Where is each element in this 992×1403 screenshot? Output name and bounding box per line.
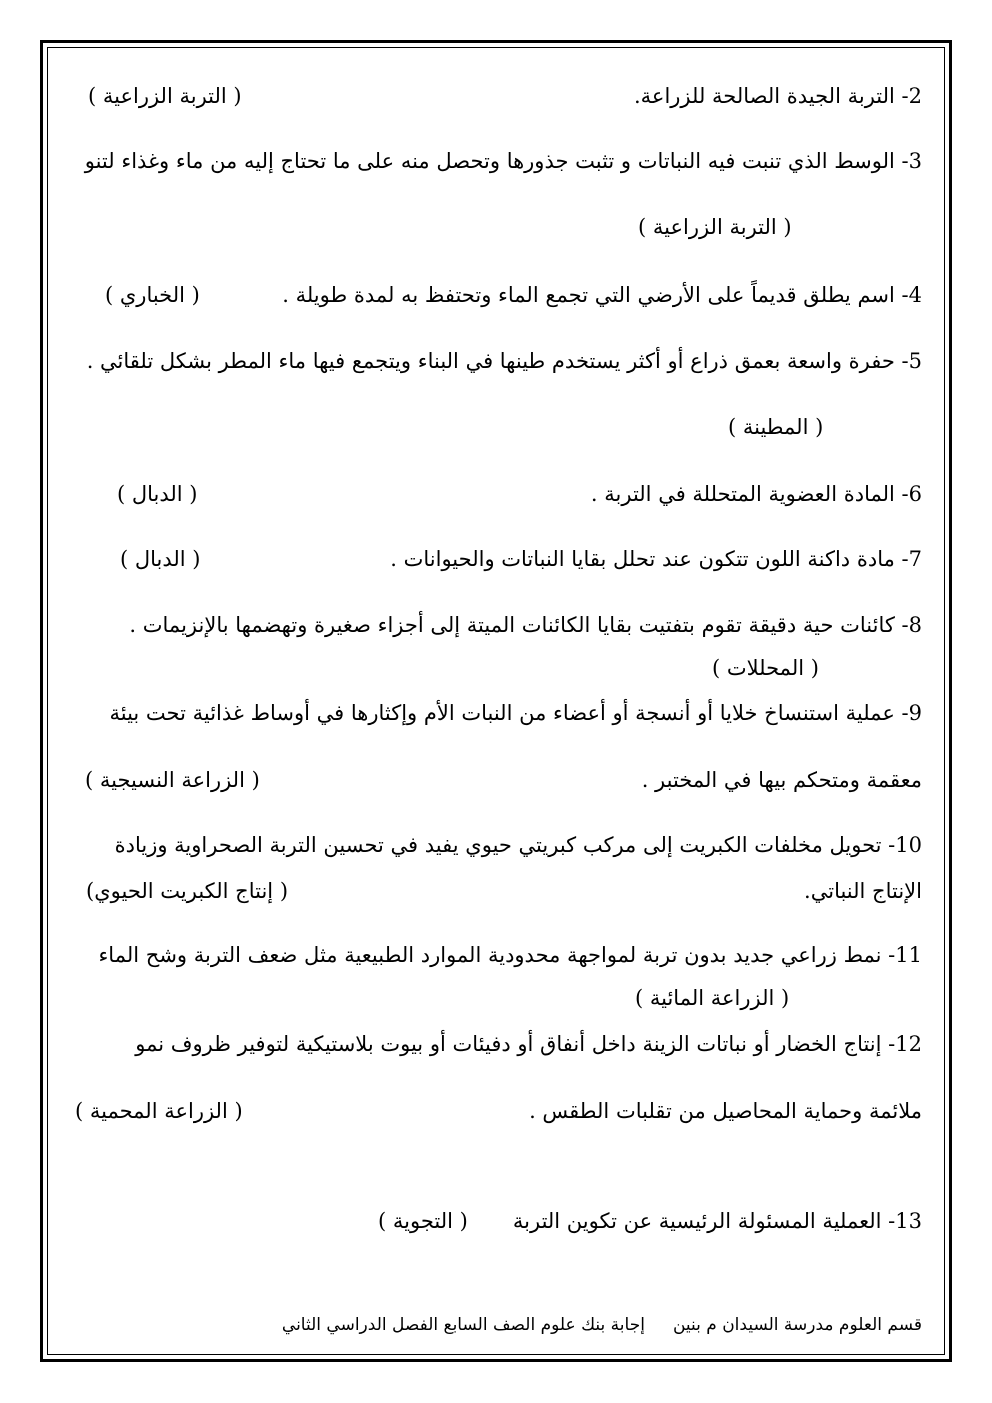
answer-13: ( التجوية ) — [378, 1209, 468, 1233]
footer-title: إجابة بنك علوم الصف السابع الفصل الدراسي الثاني — [281, 1315, 645, 1335]
answer-2: ( التربة الزراعية ) — [88, 84, 242, 108]
answer-4: ( الخباري ) — [105, 283, 200, 307]
question-2: 2- التربة الجيدة الصالحة للزراعة. — [633, 84, 922, 108]
question-12-cont: ملائمة وحماية المحاصيل من تقلبات الطقس . — [529, 1099, 922, 1123]
question-5: 5- حفرة واسعة بعمق ذراع أو أكثر يستخدم طينها في البناء ويتجمع فيها ماء المطر بشكل تلقائي . — [86, 349, 922, 373]
question-10-cont: الإنتاج النباتي. — [804, 879, 922, 903]
answer-3: ( التربة الزراعية ) — [638, 215, 792, 239]
question-4: 4- اسم يطلق قديماً على الأرضي التي تجمع الماء وتحتفظ به لمدة طويلة . — [282, 283, 922, 307]
answer-6: ( الدبال ) — [117, 482, 198, 506]
question-13: 13- العملية المسئولة الرئيسية عن تكوين التربة — [512, 1209, 922, 1233]
question-7: 7- مادة داكنة اللون تتكون عند تحلل بقايا النباتات والحيوانات . — [390, 547, 922, 571]
answer-10: ( إنتاج الكبريت الحيوي) — [86, 879, 289, 903]
answer-8: ( المحللات ) — [712, 656, 819, 680]
question-8: 8- كائنات حية دقيقة تقوم بتفتيت بقايا الكائنات الميتة إلى أجزاء صغيرة وتهضمها بالإنزيمات . — [129, 613, 922, 637]
question-12: 12- إنتاج الخضار أو نباتات الزينة داخل أنفاق أو دفيئات أو بيوت بلاستيكية لتوفير ظروف نمو — [135, 1032, 922, 1056]
question-9: 9- عملية استنساخ خلايا أو أنسجة أو أعضاء من النبات الأم وإكثارها في أوساط غذائية تحت بيئة — [109, 701, 922, 725]
page-footer — [282, 1314, 922, 1336]
answer-9: ( الزراعة النسيجية ) — [85, 768, 260, 792]
question-6: 6- المادة العضوية المتحللة في التربة . — [590, 482, 922, 506]
question-9-cont: معقمة ومتحكم بيها في المختبر . — [641, 768, 922, 792]
answer-5: ( المطينة ) — [728, 415, 824, 439]
answer-11: ( الزراعة المائية ) — [635, 986, 790, 1010]
question-11: 11- نمط زراعي جديد بدون تربة لمواجهة محدودية الموارد الطبيعية مثل ضعف التربة وشح الماء — [98, 943, 922, 967]
footer-school: قسم العلوم مدرسة السيدان م بنين — [672, 1315, 922, 1335]
answer-7: ( الدبال ) — [120, 547, 201, 571]
answer-12: ( الزراعة المحمية ) — [75, 1099, 243, 1123]
question-3: 3- الوسط الذي تنبت فيه النباتات و تثبت جذورها وتحصل منه على ما تحتاج إليه من ماء وغذاء لتنو — [84, 149, 922, 173]
question-10: 10- تحويل مخلفات الكبريت إلى مركب كبريتي حيوي يفيد في تحسين التربة الصحراوية وزيادة — [114, 833, 922, 857]
